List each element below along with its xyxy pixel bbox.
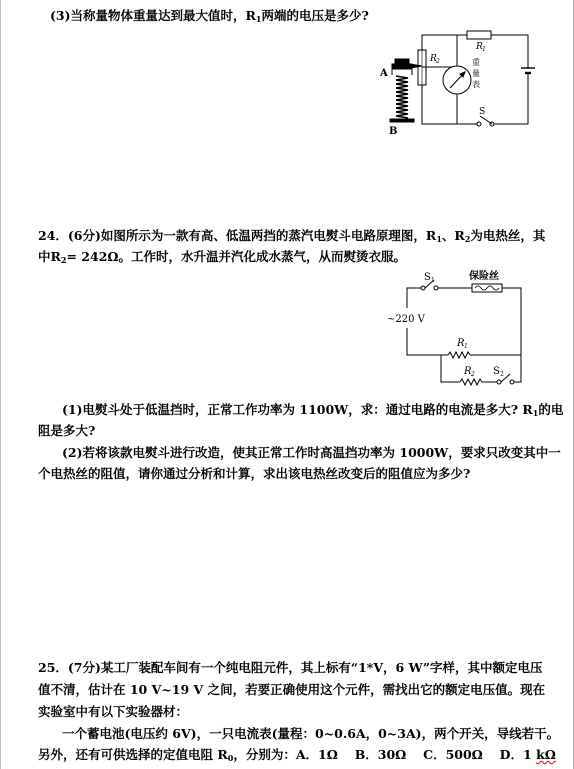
fig1-label-r2: R — [430, 54, 437, 64]
fig1-label-r2-sub: 2 — [436, 58, 440, 65]
q25-line5: 另外，还有可供选择的定值电阻 $R_0$，分别为：A．1Ω B．30Ω C．500Ω D．1 kΩ — [38, 747, 556, 763]
fig2-voltage-label: ~220 V — [387, 314, 425, 325]
fig1-label-s: S — [479, 107, 486, 117]
q25-line2: 值不清，估计在 10 V~19 V 之间，若要正确使用这个元件，需找出它的额定电压值。现在 — [38, 682, 546, 697]
page-left-edge — [0, 0, 1, 769]
fig2-label-s1-sub: 1 — [431, 277, 435, 284]
q24-line2: 中$R_2= 242\Omega$。工作时，水升温并汽化成水蒸气，从而熨烫衣服。 — [38, 249, 407, 265]
fig1-label-r1: R — [476, 42, 483, 52]
fig1-meter-char-3: 表 — [472, 80, 480, 89]
steam-iron-circuit-diagram — [386, 268, 526, 388]
fig1-meter-char-1: 重 — [472, 58, 480, 67]
q24-part1-line1: (1)电熨斗处于低温挡时，正常工作功率为 1100W，求：通过电路的电流是多大? $R_1$的电 — [62, 402, 564, 418]
fig2-label-r2: R — [464, 366, 472, 377]
q24-part2-line2: 个电热丝的阻值，请你通过分析和计算，求出该电热丝改变后的阻值应为多少? — [38, 466, 471, 481]
fig2-label-s1: S — [424, 272, 431, 283]
fig1-label-b: B — [389, 126, 398, 137]
fig1-label-a: A — [380, 68, 388, 79]
weighing-scale-circuit-diagram — [376, 28, 546, 140]
q25-line3: 实验室中有以下实验器材： — [38, 704, 189, 719]
q25-line1: 25．(7分)某工厂装配车间有一个纯电阻元件，其上标有“1*V，6 W”字样，其中额定电压 — [38, 660, 543, 675]
fig2-label-r2-sub: 2 — [471, 371, 475, 378]
fig2-label-r1-sub: 1 — [464, 343, 468, 350]
fig2-label-r1: R — [457, 338, 465, 349]
fig2-label-s2-sub: 2 — [500, 371, 504, 378]
fig1-label-r1-sub: 1 — [482, 46, 486, 53]
q23-part3-text: (3)当称量物体重量达到最大值时，$R_1$两端的电压是多少? — [50, 8, 369, 24]
fig1-meter-char-2: 量 — [472, 69, 480, 78]
q24-line1: 24．(6分)如图所示为一款有高、低温两挡的蒸汽电熨斗电路原理图，$R_1$、$R_2$为电热丝，其 — [38, 228, 546, 244]
fig2-fuse-label: 保险丝 — [469, 271, 499, 282]
q24-part2-line1: (2)若将该款电熨斗进行改造，使其正常工作时高温挡功率为 1000W，要求只改变其中一 — [62, 445, 561, 460]
fig2-label-s2: S — [493, 366, 500, 377]
q24-part1-line2: 阻是多大? — [38, 423, 96, 438]
q25-line4: 一个蓄电池(电压约 6V)，一只电流表(量程：0~0.6A，0~3A)，两个开关，导线若干。 — [62, 726, 560, 741]
